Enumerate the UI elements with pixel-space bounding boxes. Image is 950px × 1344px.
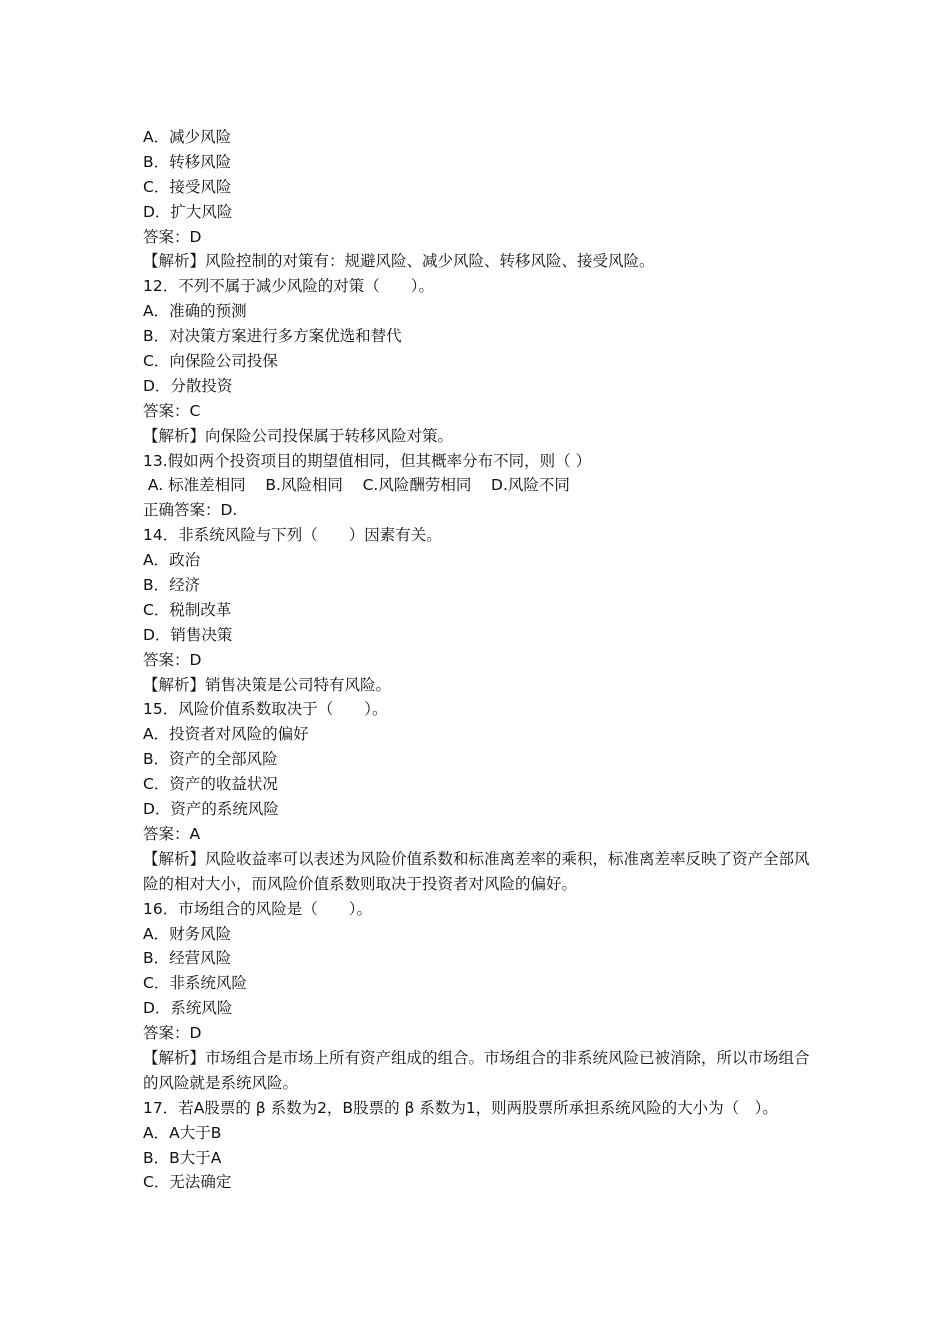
- answer-line: 答案：D: [143, 227, 202, 246]
- question-line: 12．不列不属于减少风险的对策（ ）。: [143, 277, 434, 296]
- answer-line: 答案：A: [143, 824, 201, 843]
- option-line: C．向保险公司投保: [143, 352, 278, 371]
- question-line: 15．风险价值系数取决于（ ）。: [143, 700, 388, 719]
- option-line: C．接受风险: [143, 177, 232, 196]
- option-line: A．减少风险: [143, 128, 232, 146]
- option-line: B．经济: [143, 576, 201, 595]
- question-paragraph: 17．若A股票的 β 系数为2，B股票的 β 系数为1，则两股票所承担系统风险的大小为（ ）。: [143, 1098, 778, 1117]
- analysis-line: 【解析】销售决策是公司特有风险。: [143, 675, 392, 694]
- option-line: D．销售决策: [143, 625, 233, 644]
- analysis-paragraph: 【解析】风险收益率可以表述为风险价值系数和标准离差率的乘积，标准离差率反映了资产全部风险的相对大小，而风险价值系数则取决于投资者对风险的偏好。: [143, 849, 810, 893]
- option-line: B．资产的全部风险: [143, 750, 278, 769]
- option-line: A．准确的预测: [143, 302, 247, 321]
- option-line: D．系统风险: [143, 999, 233, 1018]
- analysis-paragraph: 【解析】市场组合是市场上所有资产组成的组合。市场组合的非系统风险已被消除，所以市场组合的风险就是系统风险。: [143, 1048, 810, 1092]
- answer-line: 答案：D: [143, 650, 202, 669]
- question-line: 16．市场组合的风险是（ ）。: [143, 899, 372, 918]
- answer-line: 答案：C: [143, 401, 201, 420]
- option-line: A．政治: [143, 551, 201, 570]
- answer-line: 正确答案：D.: [143, 501, 238, 520]
- option-line: B．经营风险: [143, 949, 232, 968]
- option-line: C．无法确定: [143, 1173, 232, 1192]
- option-line: B．对决策方案进行多方案优选和替代: [143, 327, 402, 346]
- option-line: A．财务风险: [143, 924, 232, 943]
- option-line: C．非系统风险: [143, 974, 247, 993]
- option-line: A．A大于B: [143, 1123, 222, 1142]
- question-line: 13.假如两个投资项目的期望值相同，但其概率分布不同，则（ ）: [143, 451, 592, 470]
- question-text-block: [143, 125, 823, 1195]
- answer-line: 答案：D: [143, 1024, 202, 1043]
- option-line: C．税制改革: [143, 600, 232, 619]
- option-line: A．投资者对风险的偏好: [143, 725, 309, 744]
- option-line: B．B大于A: [143, 1148, 222, 1167]
- option-line: B．转移风险: [143, 152, 232, 171]
- analysis-line: 【解析】向保险公司投保属于转移风险对策。: [143, 426, 454, 445]
- inline-options-line: A. 标准差相同 B.风险相同 C.风险酬劳相同 D.风险不同: [143, 476, 570, 495]
- option-line: C．资产的收益状况: [143, 775, 278, 794]
- option-line: D．扩大风险: [143, 202, 233, 221]
- analysis-line: 【解析】风险控制的对策有：规避风险、减少风险、转移风险、接受风险。: [143, 252, 655, 271]
- question-line: 14．非系统风险与下列（ ）因素有关。: [143, 526, 442, 545]
- option-line: D．资产的系统风险: [143, 800, 279, 819]
- option-line: D．分散投资: [143, 376, 233, 395]
